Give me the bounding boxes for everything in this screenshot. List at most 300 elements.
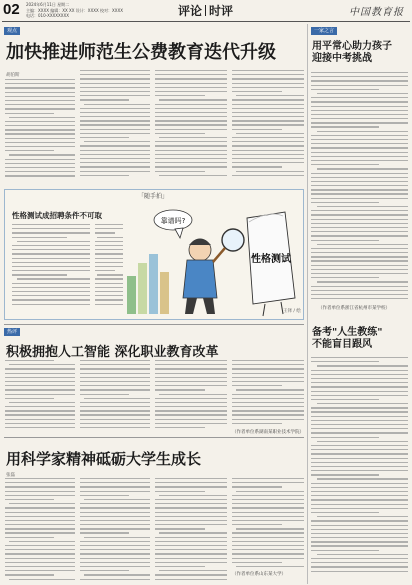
text-line — [80, 478, 150, 479]
magnifier-icon — [213, 229, 244, 262]
text-line — [155, 70, 227, 71]
text-line — [155, 373, 227, 374]
text-line — [84, 104, 150, 105]
text-line — [80, 158, 150, 159]
text-line — [155, 108, 227, 109]
text-line — [311, 152, 408, 153]
text-line — [232, 124, 304, 125]
text-line — [311, 525, 408, 526]
text-line — [311, 76, 408, 77]
text-line — [80, 175, 129, 176]
text-line — [311, 512, 379, 513]
text-line — [5, 419, 75, 420]
text-line — [155, 537, 227, 538]
headline-right-mid — [312, 327, 382, 351]
text-line — [5, 491, 75, 492]
headline-right-top — [312, 41, 392, 65]
text-line — [311, 487, 408, 488]
text-line — [232, 377, 304, 378]
text-column — [5, 360, 75, 431]
text-line — [155, 406, 227, 407]
text-line — [155, 524, 227, 525]
text-line — [155, 512, 227, 513]
text-line — [5, 163, 75, 164]
text-line — [311, 101, 408, 102]
text-line — [232, 129, 282, 130]
byline-bottom: 张磊 — [6, 473, 15, 478]
text-line — [5, 125, 75, 126]
text-line — [80, 373, 150, 374]
text-line — [232, 120, 304, 121]
text-line — [317, 516, 408, 517]
text-line — [5, 385, 75, 386]
text-line — [80, 133, 150, 134]
text-line — [232, 74, 304, 75]
text-line — [311, 495, 408, 496]
text-line — [9, 503, 75, 504]
text-line — [311, 135, 408, 136]
text-line — [232, 116, 304, 117]
text-line — [5, 566, 75, 567]
text-line — [5, 79, 75, 80]
text-line — [80, 377, 150, 378]
text-line — [311, 294, 408, 295]
text-column — [80, 478, 150, 583]
text-line — [232, 112, 304, 113]
text-line — [80, 406, 150, 407]
text-line — [236, 389, 304, 390]
text-line — [80, 516, 150, 517]
text-line — [9, 154, 75, 155]
text-line — [5, 129, 75, 130]
text-line — [311, 466, 408, 467]
text-line — [311, 558, 408, 559]
text-line — [232, 478, 304, 479]
text-column — [5, 478, 75, 583]
meta-line: 2024年6月11日 星期二 — [26, 2, 70, 7]
text-line — [12, 232, 90, 233]
text-line — [155, 364, 227, 365]
text-line — [5, 558, 75, 559]
text-line — [155, 398, 227, 399]
text-line — [80, 145, 150, 146]
text-line — [80, 503, 150, 504]
text-line — [80, 495, 129, 496]
text-line — [232, 364, 304, 365]
text-line — [236, 566, 304, 567]
text-line — [155, 133, 205, 134]
text-line — [155, 520, 227, 521]
text-line — [80, 154, 150, 155]
text-line — [159, 394, 227, 395]
text-line — [5, 394, 75, 395]
text-line — [95, 228, 123, 229]
text-line — [155, 385, 227, 386]
text-line — [232, 520, 304, 521]
text-line — [317, 441, 408, 442]
text-line — [311, 177, 408, 178]
text-column — [155, 360, 227, 431]
text-line — [95, 262, 123, 263]
text-line — [232, 83, 304, 84]
text-line — [232, 499, 304, 500]
text-line — [5, 92, 75, 93]
text-line — [311, 122, 408, 123]
section-rule — [4, 324, 304, 325]
text-column — [80, 360, 150, 431]
text-line — [311, 382, 408, 383]
text-line — [311, 202, 379, 203]
text-line — [5, 100, 75, 101]
text-line — [232, 410, 304, 411]
text-line — [232, 137, 304, 138]
text-line — [80, 137, 129, 138]
text-line — [232, 145, 304, 146]
text-line — [80, 171, 150, 172]
text-line — [311, 508, 408, 509]
text-line — [12, 266, 90, 267]
text-line — [232, 516, 304, 517]
text-line — [5, 574, 54, 575]
text-line — [95, 258, 123, 259]
text-line — [232, 385, 282, 386]
text-line — [80, 482, 150, 483]
text-line — [311, 533, 408, 534]
text-line — [232, 166, 282, 167]
text-line — [311, 189, 408, 190]
text-column — [80, 70, 150, 179]
text-line — [80, 394, 129, 395]
text-line — [232, 537, 304, 538]
text-line — [80, 78, 150, 79]
text-line — [5, 389, 75, 390]
text-line — [155, 171, 205, 172]
meta-line: 主编：XXXX 编辑：XX XX 设计：XXXX 校对：XXXX — [26, 7, 123, 13]
text-line — [311, 256, 408, 257]
text-line — [155, 579, 227, 580]
text-line — [311, 185, 408, 186]
text-line — [311, 416, 408, 417]
text-line — [95, 245, 123, 246]
text-line — [5, 138, 75, 139]
text-line — [155, 377, 227, 378]
text-line — [159, 175, 227, 176]
text-line — [311, 378, 408, 379]
text-line — [311, 529, 408, 530]
text-line — [5, 381, 75, 382]
text-line — [9, 364, 75, 365]
text-line — [155, 141, 227, 142]
text-line — [95, 278, 123, 279]
text-line — [311, 126, 379, 127]
text-line — [12, 245, 90, 246]
text-line — [159, 99, 227, 100]
text-line — [311, 210, 408, 211]
text-line — [155, 78, 227, 79]
text-line — [155, 499, 227, 500]
text-line — [155, 116, 227, 117]
text-line — [5, 482, 75, 483]
text-line — [9, 117, 75, 118]
text-line — [80, 419, 150, 420]
text-line — [80, 532, 129, 533]
text-line — [155, 150, 227, 151]
text-line — [84, 537, 150, 538]
text-line — [236, 95, 304, 96]
text-line — [155, 528, 205, 529]
text-line — [5, 171, 75, 172]
text-line — [12, 253, 90, 254]
text-line — [317, 206, 408, 207]
text-line — [232, 482, 304, 483]
text-line — [311, 453, 408, 454]
text-line — [232, 394, 304, 395]
text-line — [311, 139, 408, 140]
text-line — [232, 368, 304, 369]
text-line — [155, 558, 227, 559]
text-column — [232, 478, 304, 570]
text-line — [311, 273, 408, 274]
text-line — [95, 241, 123, 242]
text-line — [155, 419, 227, 420]
text-line — [5, 167, 75, 168]
text-line — [155, 574, 227, 575]
text-line — [155, 145, 227, 146]
text-line — [311, 541, 408, 542]
text-line — [80, 528, 150, 529]
text-line — [311, 231, 408, 232]
text-line — [80, 549, 150, 550]
text-line — [311, 437, 379, 438]
text-line — [311, 72, 408, 73]
text-line — [311, 110, 408, 111]
text-line — [232, 402, 304, 403]
page-number: 02 — [3, 1, 20, 18]
text-line — [311, 562, 408, 563]
text-line — [80, 364, 150, 365]
text-line — [80, 108, 150, 109]
text-line — [232, 373, 304, 374]
text-line — [80, 410, 150, 411]
text-line — [5, 520, 75, 521]
text-line — [5, 121, 75, 122]
text-line — [317, 403, 408, 404]
text-line — [80, 95, 150, 96]
text-column — [232, 70, 304, 179]
text-column — [232, 360, 304, 427]
text-line — [311, 227, 408, 228]
text-line — [311, 181, 408, 182]
text-line — [95, 299, 123, 300]
text-line — [232, 70, 304, 71]
text-line — [5, 549, 75, 550]
text-line — [5, 495, 75, 496]
text-line — [311, 219, 408, 220]
text-line — [80, 124, 150, 125]
text-line — [155, 482, 227, 483]
text-line — [232, 91, 282, 92]
text-line — [12, 237, 67, 238]
byline-top: 胡伯斯 — [6, 73, 20, 78]
footnote-bottom: （作者单位系山东某大学） — [232, 572, 286, 577]
cartoon-illustration — [125, 198, 303, 318]
text-line — [155, 112, 227, 113]
text-line — [80, 87, 150, 88]
text-line — [232, 398, 304, 399]
text-line — [80, 414, 150, 415]
text-line — [155, 104, 227, 105]
section-label-comment: 评论 — [178, 4, 203, 18]
text-line — [80, 99, 129, 100]
text-line — [12, 287, 90, 288]
text-line — [80, 486, 150, 487]
text-line — [311, 571, 408, 572]
text-line — [232, 524, 282, 525]
text-line — [317, 281, 408, 282]
text-line — [5, 507, 75, 508]
text-line — [155, 541, 227, 542]
text-line — [155, 410, 227, 411]
character-icon — [183, 239, 217, 315]
text-line — [232, 545, 304, 546]
text-line — [5, 159, 75, 160]
text-line — [80, 570, 129, 571]
text-line — [12, 270, 90, 271]
text-line — [155, 83, 227, 84]
text-line — [232, 158, 304, 159]
text-line — [232, 541, 304, 542]
text-line — [5, 414, 75, 415]
text-line — [311, 286, 408, 287]
text-line — [95, 304, 123, 305]
text-line — [232, 503, 304, 504]
text-line — [84, 499, 150, 500]
text-line — [311, 357, 408, 358]
text-line — [232, 406, 304, 407]
headline-line: 备考"人生教练" — [312, 327, 383, 338]
text-line — [311, 420, 408, 421]
text-line — [155, 562, 227, 563]
text-line — [12, 291, 90, 292]
text-line — [5, 83, 75, 84]
text-line — [311, 223, 408, 224]
text-line — [155, 95, 205, 96]
text-line — [155, 120, 227, 121]
text-line — [5, 96, 75, 97]
text-line — [311, 290, 408, 291]
text-line — [5, 406, 75, 407]
text-line — [12, 228, 90, 229]
text-line — [155, 74, 227, 75]
text-line — [311, 391, 408, 392]
speech-bubble-icon — [154, 210, 192, 238]
text-line — [155, 503, 227, 504]
text-line — [236, 491, 304, 492]
text-line — [311, 399, 379, 400]
text-line — [311, 156, 408, 157]
text-line — [5, 368, 75, 369]
text-line — [232, 150, 304, 151]
text-line — [5, 175, 75, 176]
text-line — [317, 131, 408, 132]
headline-line: 迎接中考挑战 — [312, 53, 372, 64]
text-line — [232, 108, 304, 109]
text-line — [232, 414, 304, 415]
text-line — [311, 462, 408, 463]
paper-label: 性格测试 — [251, 254, 291, 265]
text-line — [80, 524, 150, 525]
text-line — [5, 373, 75, 374]
text-line — [5, 150, 54, 151]
text-line — [5, 499, 54, 500]
text-line — [155, 368, 227, 369]
text-line — [5, 570, 75, 571]
text-line — [311, 298, 408, 299]
text-line — [159, 532, 227, 533]
text-line — [12, 249, 90, 250]
section-divider — [205, 5, 206, 16]
text-line — [80, 368, 150, 369]
text-line — [80, 507, 150, 508]
text-line — [80, 70, 150, 71]
meta-line: 电话：010-XXXXXXXX — [26, 13, 69, 18]
text-line — [311, 235, 408, 236]
text-line — [80, 541, 150, 542]
text-line — [95, 266, 123, 267]
text-line — [311, 361, 379, 362]
text-line — [311, 474, 379, 475]
text-line — [80, 402, 150, 403]
text-line — [12, 224, 90, 225]
text-line — [5, 113, 54, 114]
text-line — [311, 214, 408, 215]
text-line — [311, 240, 379, 241]
text-line — [5, 410, 75, 411]
text-line — [5, 423, 75, 424]
text-line — [155, 566, 205, 567]
text-line — [311, 499, 408, 500]
text-line — [155, 154, 227, 155]
text-line — [5, 528, 75, 529]
text-line — [155, 486, 227, 487]
text-line — [317, 554, 408, 555]
text-line — [95, 287, 123, 288]
text-line — [5, 142, 75, 143]
text-line — [311, 432, 408, 433]
text-line — [311, 143, 408, 144]
text-line — [17, 241, 90, 242]
text-line — [80, 166, 150, 167]
text-line — [80, 91, 150, 92]
text-line — [155, 414, 227, 415]
text-line — [311, 445, 408, 446]
text-line — [159, 570, 227, 571]
text-line — [311, 277, 379, 278]
text-line — [311, 370, 408, 371]
text-line — [5, 553, 75, 554]
text-line — [311, 411, 408, 412]
text-line — [5, 360, 54, 361]
text-line — [80, 360, 150, 361]
column-divider — [307, 24, 308, 584]
text-line — [95, 224, 123, 225]
text-line — [317, 365, 408, 366]
text-line — [311, 386, 408, 387]
text-line — [232, 532, 304, 533]
text-line — [311, 252, 408, 253]
text-line — [317, 478, 408, 479]
text-line — [155, 423, 227, 424]
